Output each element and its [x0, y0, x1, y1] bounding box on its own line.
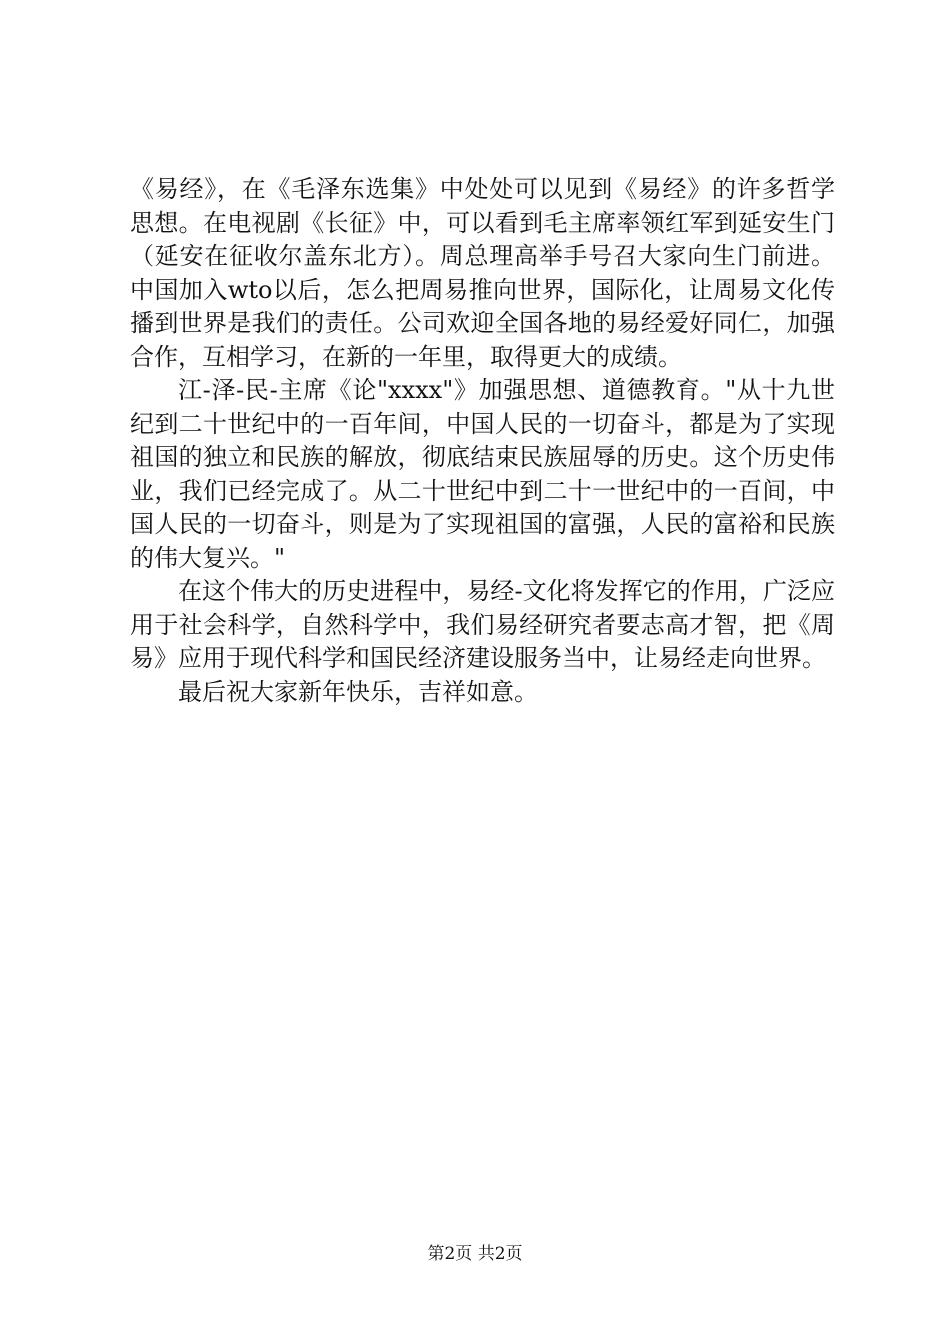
paragraph: 在这个伟大的历史进程中，易经-文化将发挥它的作用，广泛应用于社会科学，自然科学中，我们易经研究者要志高才智，把《周易》应用于现代科学和国民经济建设服务当中，让易经走向世界。 — [130, 577, 835, 672]
paragraph-continued: 《易经》，在《毛泽东选集》中处处可以见到《易经》的许多哲学思想。在电视剧《长征》中，可以看到毛主席率领红军到延安生门（延安在征收尔盖东北方）。周总理高举手号召大家向生门前进。中国加入wto以后，怎么把周易推向世界，国际化，让周易文化传播到世界是我们的责任。公司欢迎全国各地的易经爱好同仁，加强合作，互相学习，在新的一年里，取得更大的成绩。 — [130, 175, 835, 371]
paragraph: 江-泽-民-主席《论"xxxx"》加强思想、道德教育。"从十九世纪到二十世纪中的一百年间，中国人民的一切奋斗，都是为了实现祖国的独立和民族的解放，彻底结束民族屈辱的历史。这个历史伟业，我们已经完成了。从二十世纪中到二十一世纪中的一百间，中国人民的一切奋斗，则是为了实现祖国的富强，人民的富裕和民族的伟大复兴。" — [130, 376, 835, 572]
document-body — [130, 173, 835, 709]
paragraph-closing: 最后祝大家新年快乐，吉祥如意。 — [178, 677, 538, 706]
page-footer: 第2页 共2页 — [427, 1244, 523, 1264]
